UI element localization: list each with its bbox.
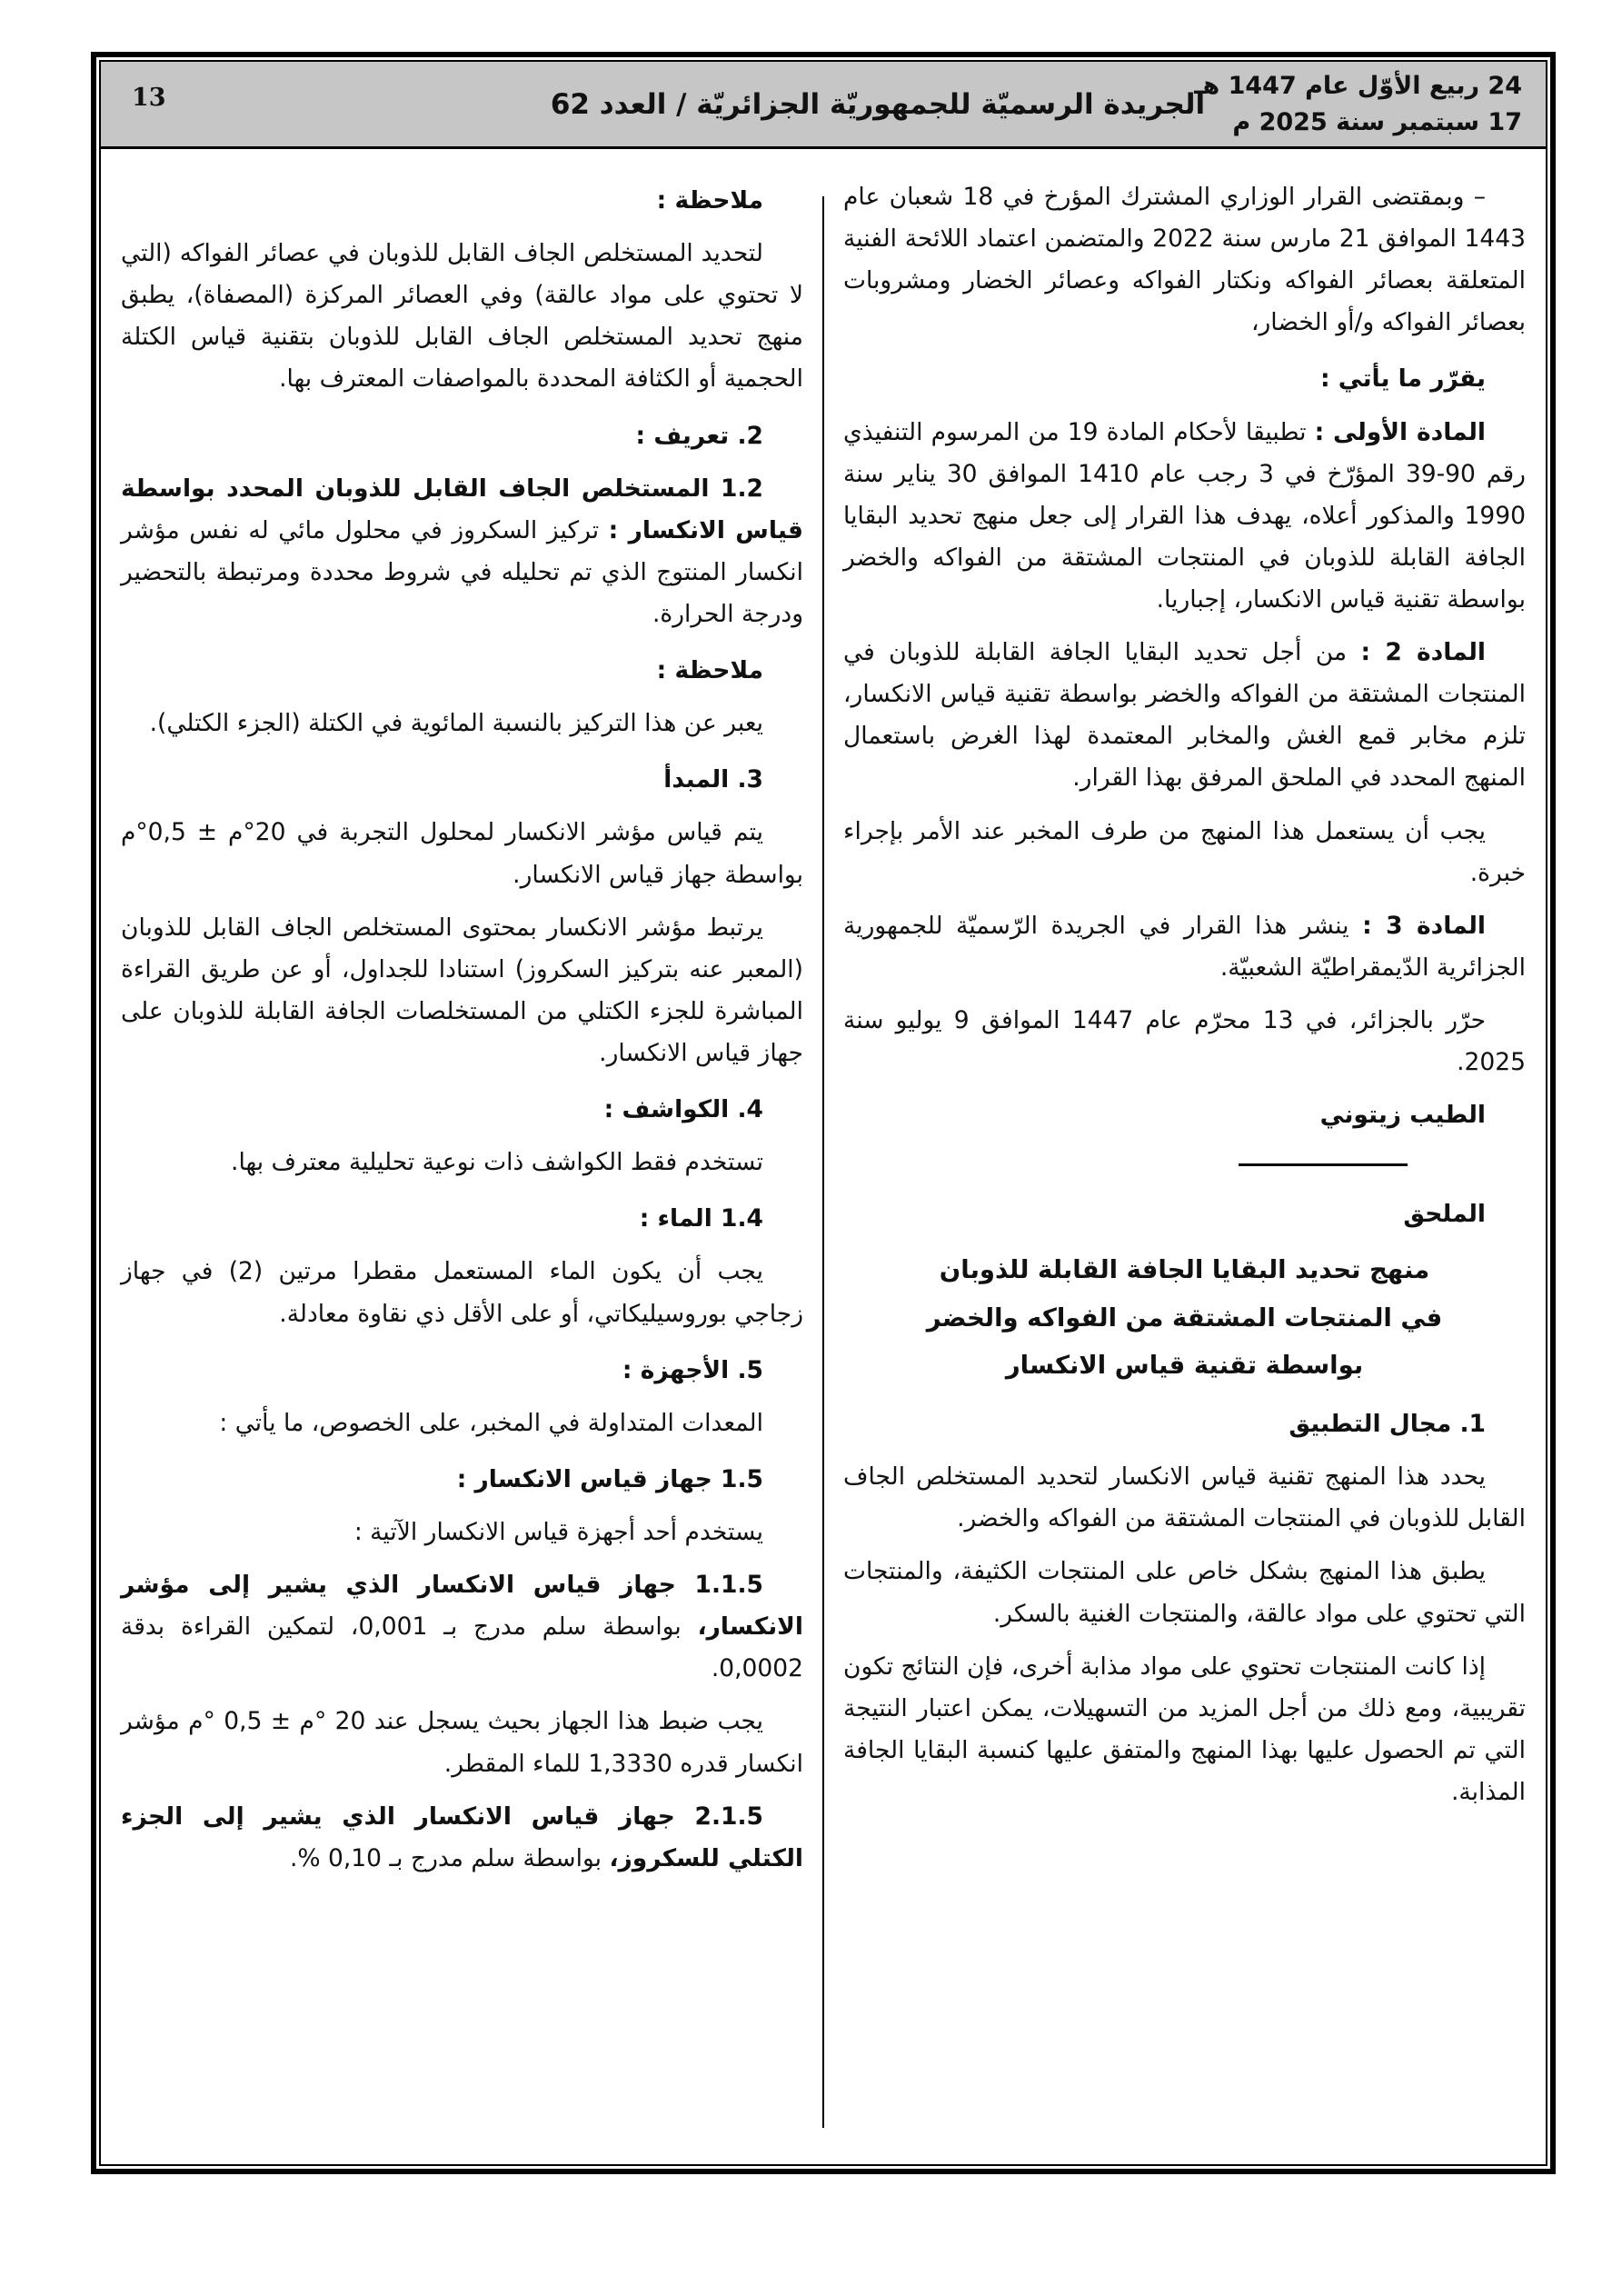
content-area xyxy=(101,149,1546,2164)
section-5-1-2-item xyxy=(121,1796,803,1880)
section-5-1-1-text: بواسطة سلم مدرج بـ 0,001، لتمكين القراءة بدقة 0,0002. xyxy=(121,1612,803,1683)
date-gregorian: 17 سبتمبر سنة 2025 م xyxy=(1232,107,1522,136)
section-5-1-2-text: بواسطة سلم مدرج بـ 0,10 %. xyxy=(289,1843,610,1872)
annex-title: الملحق xyxy=(1403,1200,1486,1229)
section-3-paragraph-1: يتم قياس مؤشر الانكسار لمحلول التجربة في 20°م ± 0,5°م بواسطة جهاز قياس الانكسار. xyxy=(121,818,803,889)
header-bar xyxy=(101,62,1546,149)
decree-formula-heading: يقرّر ما يأتي : xyxy=(1319,364,1486,394)
article-3-label: المادة 3 : xyxy=(1362,911,1486,940)
annex-subtitle-line3: بواسطة تقنية قياس الانكسار xyxy=(1005,1350,1364,1380)
section-5-1-paragraph-1: يستخدم أحد أجهزة قياس الانكسار الآتية : xyxy=(353,1517,763,1546)
section-2-1-label: 1.2 المستخلص الجاف القابل للذوبان المحدد بواسطة قياس الانكسار : xyxy=(121,474,803,544)
page-frame-inner xyxy=(99,60,1547,2166)
section-4-paragraph-1: تستخدم فقط الكواشف ذات نوعية تحليلية معترف بها. xyxy=(231,1148,763,1177)
signed-at-paragraph: حرّر بالجزائر، في 13 محرّم عام 1447 الموافق 9 يوليو سنة 2025. xyxy=(843,1005,1526,1077)
article-2-label: المادة 2 : xyxy=(1360,638,1486,667)
note-2-text: يعبر عن هذا التركيز بالنسبة المائوية في الكتلة (الجزء الكتلي). xyxy=(149,709,763,738)
section-1-heading: 1. مجال التطبيق xyxy=(1289,1410,1486,1439)
section-4-1-heading: 1.4 الماء : xyxy=(639,1204,763,1233)
section-2-1-definition xyxy=(121,468,803,635)
page-frame xyxy=(91,52,1556,2174)
note-1-heading: ملاحظة : xyxy=(656,186,763,215)
article-3-text: ينشر هذا القرار في الجريدة الرّسميّة للجمهورية الجزائرية الدّيمقراطيّة الشعبيّة. xyxy=(843,911,1526,982)
section-4-1-paragraph-1: يجب أن يكون الماء المستعمل مقطرا مرتين (2) في جهاز زجاجي بوروسيليكاتي، أو على الأقل ذي نقاوة معادلة. xyxy=(121,1257,803,1328)
section-5-1-2-label: 2.1.5 جهاز قياس الانكسار الذي يشير إلى الجزء الكتلي للسكروز، xyxy=(121,1802,803,1872)
right-column xyxy=(823,155,1546,2155)
date-hijri: 24 ربيع الأوّل عام 1447 هـ xyxy=(1194,72,1522,101)
section-separator-rule xyxy=(1239,1163,1408,1166)
section-1-paragraph-2: يطبق هذا المنهج بشكل خاص على المنتجات الكثيفة، والمنتجات التي تحتوي على مواد عالقة، والمنتجات الغنية بالسكر. xyxy=(843,1557,1526,1628)
section-2-1-text: تركيز السكروز في محلول مائي له نفس مؤشر انكسار المنتوج الذي تم تحليله في شروط محددة ومرتبطة بالتحضير ودرجة الحرارة. xyxy=(121,515,803,628)
section-4-heading: 4. الكواشف : xyxy=(603,1095,763,1124)
annex-subtitle-line1: منهج تحديد البقايا الجافة القابلة للذوبان xyxy=(939,1255,1430,1285)
annex-subtitle-line2: في المنتجات المشتقة من الفواكه والخضر xyxy=(926,1303,1443,1333)
section-3-heading: 3. المبدأ xyxy=(663,765,763,794)
section-5-1-heading: 1.5 جهاز قياس الانكسار : xyxy=(456,1464,763,1493)
section-5-heading: 5. الأجهزة : xyxy=(622,1355,763,1384)
minister-signature: الطيب زيتوني xyxy=(1319,1101,1486,1130)
page-number: 13 xyxy=(132,84,166,112)
section-1-paragraph-1: يحدد هذا المنهج تقنية قياس الانكسار لتحديد المستخلص الجاف القابل للذوبان في المنتجات المشتقة من الفواكه والخضر. xyxy=(843,1462,1526,1533)
article-1 xyxy=(843,412,1526,622)
section-5-1-1-paragraph-2: يجب ضبط هذا الجهاز بحيث يسجل عند 20 °م ± 0,5 °م مؤشر انكسار قدره 1,3330 للماء المقطر. xyxy=(121,1707,803,1778)
note-2-heading: ملاحظة : xyxy=(656,656,763,685)
article-3 xyxy=(843,905,1526,989)
journal-title: الجريدة الرسميّة للجمهوريّة الجزائريّة / العدد 62 xyxy=(550,87,1206,121)
article-1-label: المادة الأولى : xyxy=(1314,417,1486,446)
note-1-text: لتحديد المستخلص الجاف القابل للذوبان في عصائر الفواكه (التي لا تحتوي على مواد عالقة) وفي العصائر المركزة (المصفاة)، يطبق منهج تحديد المستخلص الجاف القابل للذوبان بتقنية قياس الكتلة الحجمية أو الكثافة المحددة بالمواصفات المعترف بها. xyxy=(121,239,803,394)
section-5-1-1-item xyxy=(121,1564,803,1690)
section-3-paragraph-2: يرتبط مؤشر الانكسار بمحتوى المستخلص الجاف القابل للذوبان (المعبر عنه بتركيز السكروز) استنادا للجداول، أو عن طريق القراءة المباشرة للجزء الكتلي من المستخلصات الجافة القابلة للذوبان على جهاز قياس الانكسار. xyxy=(121,913,803,1067)
expertise-paragraph: يجب أن يستعمل هذا المنهج من طرف المخبر عند الأمر بإجراء خبرة. xyxy=(843,816,1526,887)
annex-subtitle xyxy=(843,1246,1526,1389)
section-5-1-1-label: 1.1.5 جهاز قياس الانكسار الذي يشير إلى مؤشر الانكسار، xyxy=(121,1571,803,1642)
visa-paragraph: – وبمقتضى القرار الوزاري المشترك المؤرخ في 18 شعبان عام 1443 الموافق 21 مارس سنة 2022 والمتضمن اعتماد اللائحة الفنية المتعلقة بعصائر الفواكه ونكتار الفواكه وعصائر الخضار ومشروبات بعصائر الفواكه و/أو الخضار، xyxy=(843,183,1526,337)
section-2-heading: 2. تعريف : xyxy=(635,421,763,450)
article-2 xyxy=(843,632,1526,799)
column-divider xyxy=(822,196,824,2128)
left-column xyxy=(101,155,823,2155)
section-5-paragraph-1: المعدات المتداولة في المخبر، على الخصوص، ما يأتي : xyxy=(219,1408,763,1437)
article-2-text: من أجل تحديد البقايا الجافة القابلة للذوبان في المنتجات المشتقة من الفواكه والخضر بواسطة تقنية قياس الانكسار، تلزم مخابر قمع الغش والمخابر المعتمدة لهذا الغرض باستعمال المنهج المحدد في الملحق المرفق بهذا القرار. xyxy=(843,638,1526,793)
section-1-paragraph-3: إذا كانت المنتجات تحتوي على مواد مذابة أخرى، فإن النتائج تكون تقريبية، ومع ذلك من أجل المزيد من التسهيلات، يمكن اعتبار النتيجة التي تم الحصول عليها بهذا المنهج والمتفق عليها كنسبة البقايا الجافة المذابة. xyxy=(843,1652,1526,1807)
article-1-text: تطبيقا لأحكام المادة 19 من المرسوم التنفيذي رقم 90-39 المؤرّخ في 3 رجب عام 1410 الموافق 30 يناير سنة 1990 والمذكور أعلاه، يهدف هذا القرار إلى جعل منهج تحديد البقايا الجافة القابلة للذوبان في المنتجات المشتقة من الفواكه والخضر بواسطة تقنية قياس الانكسار، إجباريا. xyxy=(843,417,1526,614)
